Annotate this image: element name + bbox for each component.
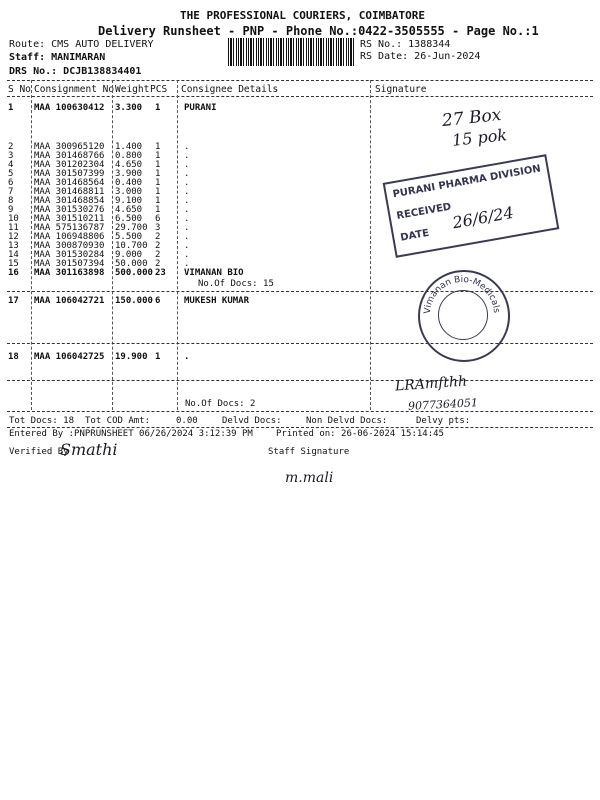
row-sno: 14 <box>8 250 19 260</box>
col-pcs: PCS <box>150 84 168 95</box>
row-sno: 15 <box>8 259 19 269</box>
column-rule <box>177 80 178 410</box>
delivered-docs: Delvd Docs: <box>222 416 282 426</box>
row-weight: 0.800 <box>115 151 143 161</box>
row-weight: 4.650 <box>115 160 143 170</box>
receiver-phone: 9077364051 <box>407 396 479 413</box>
row-consignee: . <box>184 196 190 206</box>
row-consignment-no: MAA 106042721 <box>34 296 105 306</box>
row-weight: 500.000 <box>115 268 153 278</box>
row-consignment-no: MAA 301530284 <box>34 250 105 260</box>
divider <box>7 380 593 381</box>
row-consignee: . <box>184 160 190 170</box>
row-pcs: 1 <box>155 352 161 362</box>
row-consignee: . <box>184 151 190 161</box>
row-sno: 4 <box>8 160 14 170</box>
handwritten-note: 15 pok <box>451 125 508 150</box>
row-pcs: 1 <box>155 169 161 179</box>
row-pcs: 23 <box>155 268 166 278</box>
col-consignment: Consignment No <box>34 84 115 95</box>
rs-date: RS Date: 26-Jun-2024 <box>360 51 481 62</box>
row-sno: 8 <box>8 196 14 206</box>
row-consignment-no: MAA 106042725 <box>34 352 105 362</box>
row-consignment-no: MAA 301468811 <box>34 187 105 197</box>
stamp-received: RECEIVED <box>395 201 453 222</box>
row-consignment-no: MAA 301507399 <box>34 169 105 179</box>
row-consignment-no: MAA 301507394 <box>34 259 105 269</box>
row-consignment-no: MAA 301202304 <box>34 160 105 170</box>
row-consignee: . <box>184 241 190 251</box>
row-pcs: 1 <box>155 196 161 206</box>
received-stamp <box>383 154 560 258</box>
divider <box>7 411 593 412</box>
row-pcs: 1 <box>155 142 161 152</box>
row-weight: 5.500 <box>115 232 143 242</box>
row-weight: 3.300 <box>115 103 143 113</box>
row-sno: 10 <box>8 214 19 224</box>
docs-count: No.Of Docs: 15 <box>198 279 274 289</box>
col-signature: Signature <box>375 84 427 95</box>
seal-inner-ring <box>438 290 488 340</box>
staff-label: Staff: MANIMARAN <box>9 52 106 63</box>
row-sno: 12 <box>8 232 19 242</box>
row-consignment-no: MAA 301163898 <box>34 268 105 278</box>
row-consignment-no: MAA 300870930 <box>34 241 105 251</box>
drs-number: DRS No.: DCJB138834401 <box>9 66 142 77</box>
row-sno: 13 <box>8 241 19 251</box>
row-consignee: . <box>184 232 190 242</box>
row-sno: 18 <box>8 352 19 362</box>
row-sno: 17 <box>8 296 19 306</box>
docs-count: No.Of Docs: 2 <box>185 399 256 409</box>
row-weight: 150.000 <box>115 296 153 306</box>
row-consignment-no: MAA 301530276 <box>34 205 105 215</box>
row-weight: 9.100 <box>115 196 143 206</box>
divider <box>7 96 593 97</box>
stamp-title: PURANI PHARMA DIVISION <box>391 163 542 201</box>
printed-on: Printed on: 26-06-2024 15:14:45 <box>276 429 444 439</box>
row-weight: 3.900 <box>115 169 143 179</box>
row-pcs: 2 <box>155 241 161 251</box>
col-weight: Weight <box>115 84 150 95</box>
row-sno: 3 <box>8 151 14 161</box>
company-seal <box>418 270 510 362</box>
row-weight: 10.700 <box>115 241 148 251</box>
staff-signature: m.mali <box>285 470 334 486</box>
row-weight: 6.500 <box>115 214 143 224</box>
verified-signature: Smathi <box>60 440 118 459</box>
row-weight: 3.000 <box>115 187 143 197</box>
row-consignment-no: MAA 301468564 <box>34 178 105 188</box>
row-sno: 11 <box>8 223 19 233</box>
row-consignment-no: MAA 575136787 <box>34 223 105 233</box>
row-consignment-no: MAA 100630412 <box>34 103 105 113</box>
verified-by-label: Verified By <box>9 447 69 457</box>
row-sno: 7 <box>8 187 14 197</box>
row-weight: 1.400 <box>115 142 143 152</box>
row-weight: 4.650 <box>115 205 143 215</box>
row-weight: 19.900 <box>115 352 148 362</box>
row-consignee: . <box>184 205 190 215</box>
row-sno: 6 <box>8 178 14 188</box>
row-consignee: . <box>184 259 190 269</box>
row-consignment-no: MAA 301468854 <box>34 196 105 206</box>
row-sno: 2 <box>8 142 14 152</box>
col-sno: S No <box>8 84 31 95</box>
row-pcs: 2 <box>155 259 161 269</box>
row-weight: 50.000 <box>115 259 148 269</box>
row-pcs: 1 <box>155 103 161 113</box>
total-cod-label: Tot COD Amt: <box>85 416 151 426</box>
rs-number: RS No.: 1388344 <box>360 39 451 50</box>
route-label: Route: CMS AUTO DELIVERY <box>9 39 154 50</box>
row-consignee: MUKESH KUMAR <box>184 296 250 306</box>
row-consignee: . <box>184 214 190 224</box>
row-pcs: 1 <box>155 178 161 188</box>
row-pcs: 6 <box>155 214 161 224</box>
row-consignee: VIMANAN BIO <box>184 268 244 278</box>
row-weight: 9.000 <box>115 250 143 260</box>
total-docs: Tot Docs: 18 <box>9 416 75 426</box>
row-consignee: . <box>184 352 190 362</box>
row-pcs: 2 <box>155 232 161 242</box>
handwritten-note: 27 Box <box>441 104 503 132</box>
row-consignment-no: MAA 301510211 <box>34 214 105 224</box>
row-consignee: PURANI <box>184 103 217 113</box>
stamp-date-label: DATE <box>399 227 430 244</box>
row-consignment-no: MAA 300965120 <box>34 142 105 152</box>
row-weight: 29.700 <box>115 223 148 233</box>
divider <box>7 427 593 428</box>
row-weight: 0.400 <box>115 178 143 188</box>
row-pcs: 1 <box>155 205 161 215</box>
row-pcs: 1 <box>155 151 161 161</box>
row-consignment-no: MAA 301468766 <box>34 151 105 161</box>
svg-text:Vimanan Bio-Medicals: Vimanan Bio-Medicals <box>422 274 502 315</box>
barcode <box>228 38 356 66</box>
row-sno: 1 <box>8 103 14 113</box>
row-pcs: 6 <box>155 296 161 306</box>
column-rule <box>370 80 371 410</box>
delivery-points: Delvy pts: <box>416 416 471 426</box>
row-pcs: 1 <box>155 160 161 170</box>
row-pcs: 3 <box>155 223 161 233</box>
company-name: THE PROFESSIONAL COURIERS, COIMBATORE <box>180 9 426 22</box>
row-consignment-no: MAA 106948806 <box>34 232 105 242</box>
receiver-signature: LRAmfthh <box>394 373 468 395</box>
row-sno: 16 <box>8 268 19 278</box>
non-delivered-docs: Non Delvd Docs: <box>306 416 388 426</box>
row-sno: 5 <box>8 169 14 179</box>
runsheet-title: Delivery Runsheet - PNP - Phone No.:0422-3505555 - Page No.:1 <box>98 24 539 38</box>
col-consignee: Consignee Details <box>181 84 279 95</box>
total-cod-value: 0.00 <box>176 416 198 426</box>
row-consignee: . <box>184 223 190 233</box>
row-consignee: . <box>184 142 190 152</box>
divider <box>7 80 593 81</box>
staff-signature-label: Staff Signature <box>268 447 350 457</box>
row-consignee: . <box>184 187 190 197</box>
row-consignee: . <box>184 169 190 179</box>
stamp-date-value: 26/6/24 <box>451 202 516 233</box>
row-consignee: . <box>184 250 190 260</box>
column-rule <box>112 80 113 410</box>
row-pcs: 1 <box>155 187 161 197</box>
row-pcs: 2 <box>155 250 161 260</box>
column-rule <box>31 80 32 410</box>
row-consignee: . <box>184 178 190 188</box>
row-sno: 9 <box>8 205 14 215</box>
entered-by: Entered By :PNPRUNSHEET 06/26/2024 3:12:39 PM <box>9 429 253 439</box>
